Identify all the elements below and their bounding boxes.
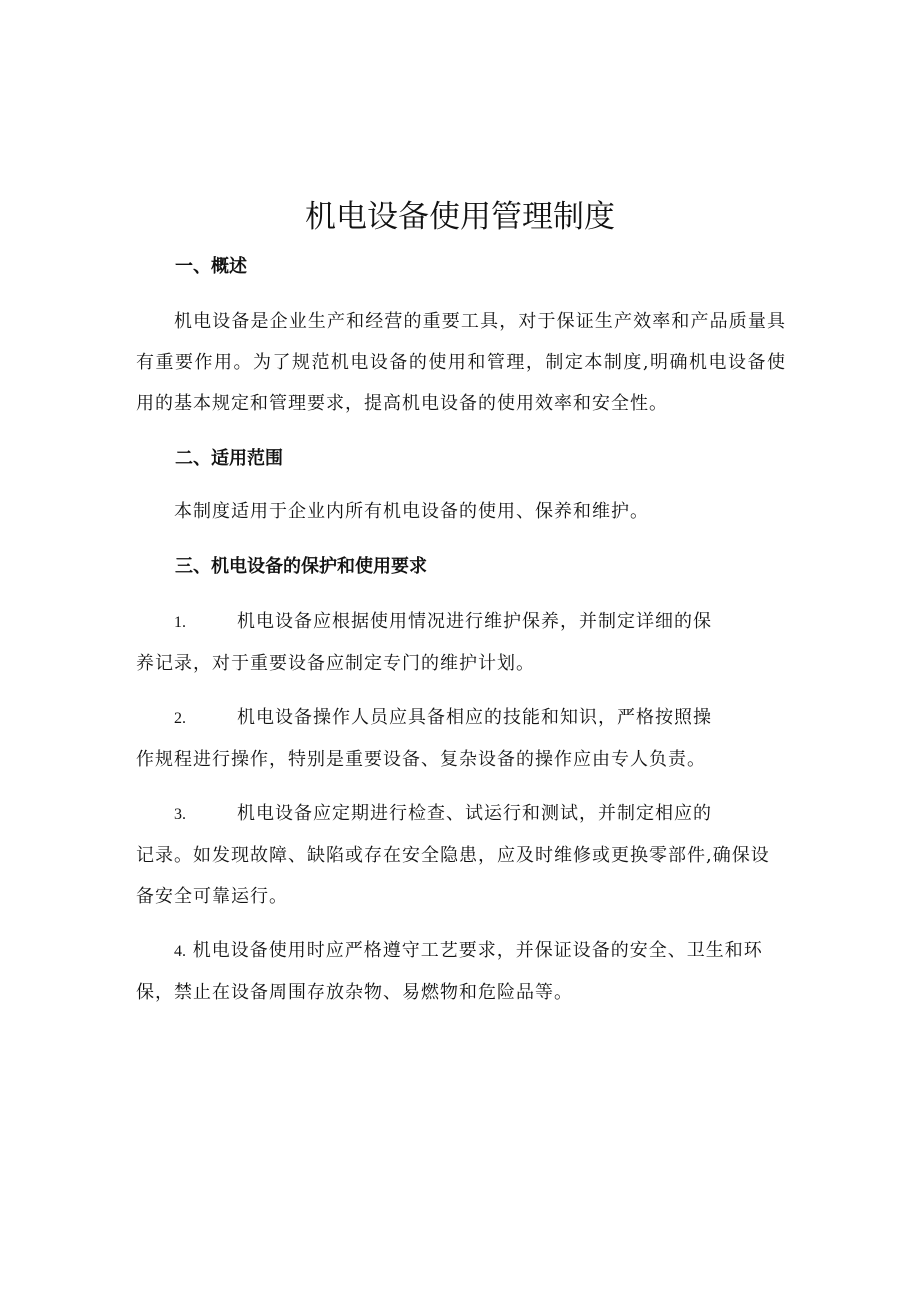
item-number: 4. (174, 943, 186, 960)
requirement-item-4 (136, 930, 786, 1013)
requirement-item-1 (136, 601, 786, 684)
item-continuation: 养记录，对于重要设备应制定专门的维护计划。 (136, 653, 535, 674)
section-heading-requirements: 三、机电设备的保护和使用要求 (175, 556, 427, 577)
section-body-overview: 机电设备是企业生产和经营的重要工具，对于保证生产效率和产品质量具有重要作用。为了规范机电设备的使用和管理，制定本制度,明确机电设备使用的基本规定和管理要求，提高机电设备的使用效率和安全性。 (136, 311, 786, 414)
item-number: 2. (174, 710, 186, 727)
section-heading-overview: 一、概述 (175, 256, 247, 277)
requirement-item-2-first-line (136, 697, 786, 739)
item-number: 3. (174, 806, 186, 823)
requirement-item-1-first-line (136, 601, 786, 643)
section-body-scope: 本制度适用于企业内所有机电设备的使用、保养和维护。 (174, 501, 649, 522)
item-text: 机电设备操作人员应具备相应的技能和知识，严格按照操 (237, 707, 712, 728)
requirement-item-3 (136, 793, 786, 917)
item-text: 机电设备使用时应严格遵守工艺要求，并保证设备的安全、卫生和环保，禁止在设备周围存放杂物、易燃物和危险品等。 (136, 940, 763, 1003)
section-heading-scope: 二、适用范围 (175, 448, 283, 469)
item-text: 机电设备应定期进行检查、试运行和测试，并制定相应的 (237, 803, 712, 824)
requirement-item-2 (136, 697, 786, 780)
item-continuation: 记录。如发现故障、缺陷或存在安全隐患，应及时维修或更换零部件,确保设备安全可靠运行。 (136, 845, 770, 907)
requirement-item-3-first-line (136, 793, 786, 835)
item-number: 1. (174, 614, 186, 631)
item-continuation: 作规程进行操作，特别是重要设备、复杂设备的操作应由专人负责。 (136, 749, 706, 770)
item-text: 机电设备应根据使用情况进行维护保养，并制定详细的保 (237, 611, 712, 632)
page-title: 机电设备使用管理制度 (305, 199, 615, 235)
